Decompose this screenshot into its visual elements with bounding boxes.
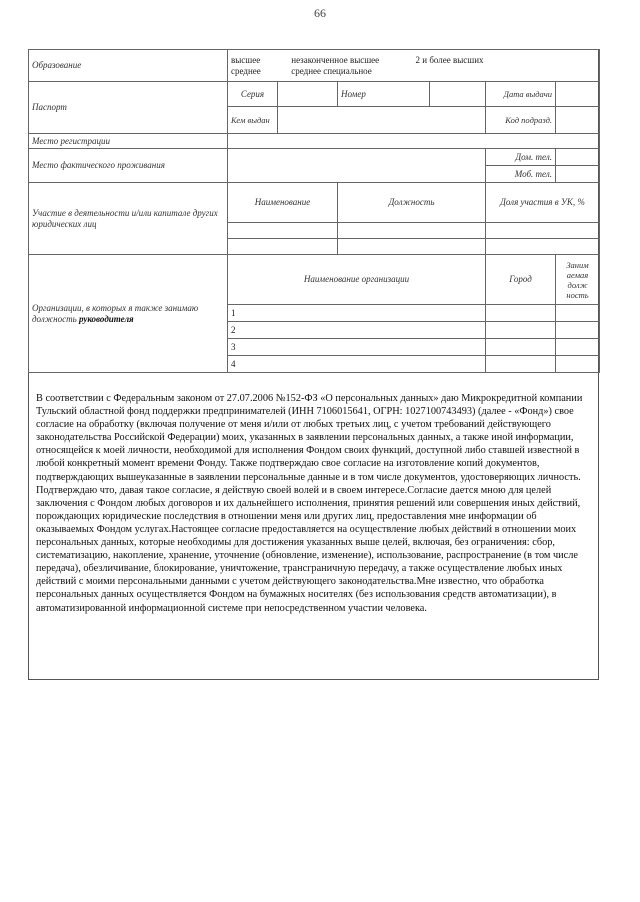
home-phone-field[interactable] bbox=[556, 149, 600, 166]
education-option-secondary[interactable]: среднее bbox=[231, 65, 261, 76]
organizations-row-number: 2 bbox=[231, 325, 236, 335]
organizations-row-position[interactable] bbox=[556, 305, 600, 322]
participation-row-2-name[interactable] bbox=[228, 239, 338, 255]
passport-number-field[interactable] bbox=[430, 82, 486, 107]
organizations-row-name[interactable] bbox=[228, 305, 486, 322]
participation-row-1-position[interactable] bbox=[338, 223, 486, 239]
participation-row-1-name[interactable] bbox=[228, 223, 338, 239]
organizations-col-city: Город bbox=[486, 255, 556, 305]
passport-date-label: Дата выдачи bbox=[486, 82, 556, 107]
organizations-row-name[interactable] bbox=[228, 356, 486, 373]
page-number: 66 bbox=[314, 6, 326, 20]
passport-series-label: Серия bbox=[228, 82, 278, 107]
passport-date-field[interactable] bbox=[556, 82, 600, 107]
organizations-row-position[interactable] bbox=[556, 322, 600, 339]
passport-issued-by-field[interactable] bbox=[278, 107, 486, 134]
education-option-incomplete-higher[interactable]: незаконченное высшее bbox=[291, 54, 380, 65]
organizations-row-name[interactable] bbox=[228, 339, 486, 356]
organizations-row-position[interactable] bbox=[556, 356, 600, 373]
mobile-phone-field[interactable] bbox=[556, 166, 600, 183]
education-option-vocational[interactable]: среднее специальное bbox=[291, 65, 372, 76]
participation-col-name: Наименование bbox=[228, 183, 338, 223]
participation-row-2-share[interactable] bbox=[486, 239, 600, 255]
organizations-label bbox=[29, 255, 228, 373]
participation-row-2-position[interactable] bbox=[338, 239, 486, 255]
passport-division-code-label: Код подразд. bbox=[486, 107, 556, 134]
passport-division-code-field[interactable] bbox=[556, 107, 600, 134]
organizations-label-text: Организации, в которых я также занимаю должность bbox=[32, 302, 199, 324]
passport-issued-by-label: Кем выдан bbox=[228, 107, 278, 134]
residence-label: Место фактического проживания bbox=[29, 149, 228, 183]
organizations-row-name[interactable] bbox=[228, 322, 486, 339]
personal-data-form-table bbox=[28, 49, 600, 373]
residence-field[interactable] bbox=[228, 149, 486, 183]
organizations-row-city[interactable] bbox=[486, 356, 556, 373]
education-label: Образование bbox=[29, 50, 228, 82]
participation-col-share: Доля участия в УК, % bbox=[486, 183, 600, 223]
mobile-phone-label: Моб. тел. bbox=[486, 166, 556, 183]
home-phone-label: Дом. тел. bbox=[486, 149, 556, 166]
passport-number-label: Номер bbox=[338, 82, 430, 107]
organizations-row-number: 3 bbox=[231, 342, 236, 352]
organizations-label-bold: руководителя bbox=[78, 313, 134, 324]
education-option-higher[interactable]: высшее bbox=[231, 54, 261, 65]
organizations-row-city[interactable] bbox=[486, 322, 556, 339]
organizations-col-name: Наименование организации bbox=[228, 255, 486, 305]
participation-col-position: Должность bbox=[338, 183, 486, 223]
education-option-two-higher[interactable]: 2 и более высших bbox=[415, 54, 484, 65]
organizations-row-number: 4 bbox=[231, 359, 236, 369]
organizations-row-city[interactable] bbox=[486, 339, 556, 356]
participation-label: Участие в деятельности и/или капитале других юридических лиц bbox=[29, 183, 228, 255]
passport-label: Паспорт bbox=[29, 82, 228, 134]
organizations-col-position: Заним аемая долж ность bbox=[556, 255, 600, 305]
organizations-row-city[interactable] bbox=[486, 305, 556, 322]
registration-field[interactable] bbox=[228, 134, 600, 149]
organizations-row-number: 1 bbox=[231, 308, 236, 318]
organizations-row-position[interactable] bbox=[556, 339, 600, 356]
registration-label: Место регистрации bbox=[29, 134, 228, 149]
consent-text: В соответствии с Федеральным законом от 27.07.2006 №152-ФЗ «О персональных данных» даю Микрокредитной компании Тульский областной фонд поддержки предпринимателей (ИНН 7106015641, ОГРН: 1027100743493) (далее - «Фонд») свое согласие на обработку (включая получение от меня и/или от любых третьих лиц, с учетом требований действующего законодательства Российской Федерации) моих, указанных в заявлении персональных данных, а также иной информации, относящейся к моей личности, необходимой для исполнения Фондом своих функций, доступной либо ставшей известной в любой конкретный момент времени Фонду. Также подтверждаю свое согласие на изготовление копий документов, подтверждающих вышеуказанные в заявлении персональные данные и в том числе документов, удостоверяющих личность. Подтверждаю что, давая такое согласие, я действую своей волей и в своем интересе.Согласие дается мною для целей заключения с Фондом любых договоров и их дальнейшего исполнения, принятия решений или совершения иных действий, порождающих юридические последствия в отношении меня или других лиц, предоставления мне информации об оказываемых Фондом услугах.Настоящее согласие предоставляется на осуществление любых действий в отношении моих персональных данных, которые необходимы для достижения указанных выше целей, включая, без ограничения: сбор, систематизацию, накопление, хранение, уточнение (обновление, изменение), использование, распространение (в том числе передача), обезличивание, блокирование, уничтожение, трансграничную передачу, а также осуществление любых иных действий с моими персональными данными с учетом действующего законодательства.Мне известно, что обработка персональных данных осуществляется Фондом на бумажных носителях (без использования средств автоматизации), в автоматизированной информационной системе при непосредственном участии человека. bbox=[36, 393, 583, 614]
participation-row-1-share[interactable] bbox=[486, 223, 600, 239]
education-options bbox=[228, 50, 600, 82]
passport-series-field[interactable] bbox=[278, 82, 338, 107]
